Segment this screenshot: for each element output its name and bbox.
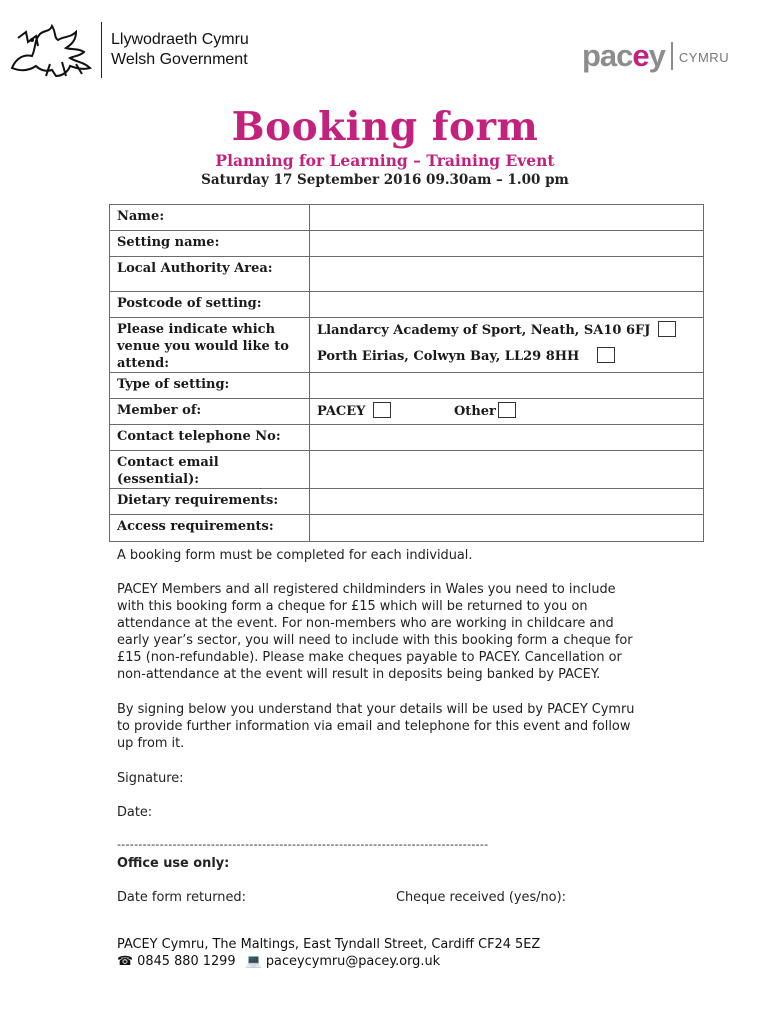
email-label: Contact email (essential): <box>110 451 310 489</box>
setting-name-field[interactable] <box>310 231 704 257</box>
pacey-logo <box>582 38 729 74</box>
name-field[interactable] <box>310 205 704 231</box>
pacey-divider <box>671 42 673 70</box>
member-option-pacey: PACEY <box>317 404 366 419</box>
setting-name-label: Setting name: <box>110 231 310 257</box>
venue-label: Please indicate which venue you would like to attend: <box>110 318 310 373</box>
dietary-label: Dietary requirements: <box>110 489 310 515</box>
footer-address: PACEY Cymru, The Maltings, East Tyndall Street, Cardiff CF24 5EZ <box>117 937 541 952</box>
footer-contact <box>117 953 440 970</box>
welsh-dragon-icon <box>6 18 98 80</box>
venue-options <box>310 318 704 373</box>
footer-phone: 0845 880 1299 <box>137 954 236 969</box>
pacey-region: CYMRU <box>678 50 730 65</box>
payment-paragraph: PACEY Members and all registered childminders in Wales you need to include with this booking form a cheque for £15 which will be returned to you on attendance at the event. For non-members who are working in childcare and early year’s sector, you will need to include with this booking form a cheque for £15 (non-refundable). Please make cheques payable to PACEY. Cancellation or non-attendance at the event will result in deposits being banked by PACEY. <box>117 582 633 682</box>
email-field[interactable] <box>310 451 704 489</box>
office-divider: --------------------------------------------------------------------------------------- <box>117 838 489 851</box>
pacey-wordmark: pacey <box>582 38 665 73</box>
type-of-setting-label: Type of setting: <box>110 373 310 399</box>
other-checkbox[interactable] <box>498 402 516 418</box>
event-date: Saturday 17 September 2016 09.30am – 1.00 pm <box>201 172 569 188</box>
date-label: Date: <box>117 805 153 820</box>
local-authority-field[interactable] <box>310 257 704 292</box>
venue-option-neath: Llandarcy Academy of Sport, Neath, SA10 6FJ <box>317 323 651 338</box>
telephone-icon: ☎ <box>117 954 134 969</box>
welsh-government-wordmark <box>111 30 249 70</box>
venue-neath-checkbox[interactable] <box>658 321 676 337</box>
postcode-label: Postcode of setting: <box>110 292 310 318</box>
consent-paragraph: By signing below you understand that your details will be used by PACEY Cymru to provide further information via email and telephone for this event and follow up from it. <box>117 702 635 751</box>
member-option-other: Other <box>453 404 496 419</box>
member-of-label: Member of: <box>110 399 310 425</box>
postcode-field[interactable] <box>310 292 704 318</box>
local-authority-label: Local Authority Area: <box>110 257 310 292</box>
signature-label: Signature: <box>117 771 184 786</box>
member-options <box>310 399 704 425</box>
gov-name-english: Welsh Government <box>111 51 248 68</box>
computer-icon: 💻 <box>245 954 262 969</box>
access-field[interactable] <box>310 515 704 542</box>
name-label: Name: <box>110 205 310 231</box>
gov-name-welsh: Llywodraeth Cymru <box>111 31 249 48</box>
access-label: Access requirements: <box>110 515 310 542</box>
booking-table <box>109 204 704 542</box>
type-of-setting-field[interactable] <box>310 373 704 399</box>
pacey-checkbox[interactable] <box>373 402 391 418</box>
event-subtitle: Planning for Learning – Training Event <box>215 151 555 170</box>
individual-note: A booking form must be completed for each individual. <box>117 548 473 563</box>
telephone-field[interactable] <box>310 425 704 451</box>
cheque-received-label: Cheque received (yes/no): <box>396 890 566 905</box>
telephone-label: Contact telephone No: <box>110 425 310 451</box>
date-form-returned-label: Date form returned: <box>117 890 246 905</box>
header-divider <box>101 22 102 78</box>
page-title: Booking form <box>231 104 539 150</box>
dietary-field[interactable] <box>310 489 704 515</box>
footer-email[interactable]: paceycymru@pacey.org.uk <box>265 954 441 969</box>
venue-colwyn-checkbox[interactable] <box>597 347 615 363</box>
venue-option-colwyn-bay: Porth Eirias, Colwyn Bay, LL29 8HH <box>317 349 580 364</box>
office-use-heading: Office use only: <box>117 856 230 871</box>
